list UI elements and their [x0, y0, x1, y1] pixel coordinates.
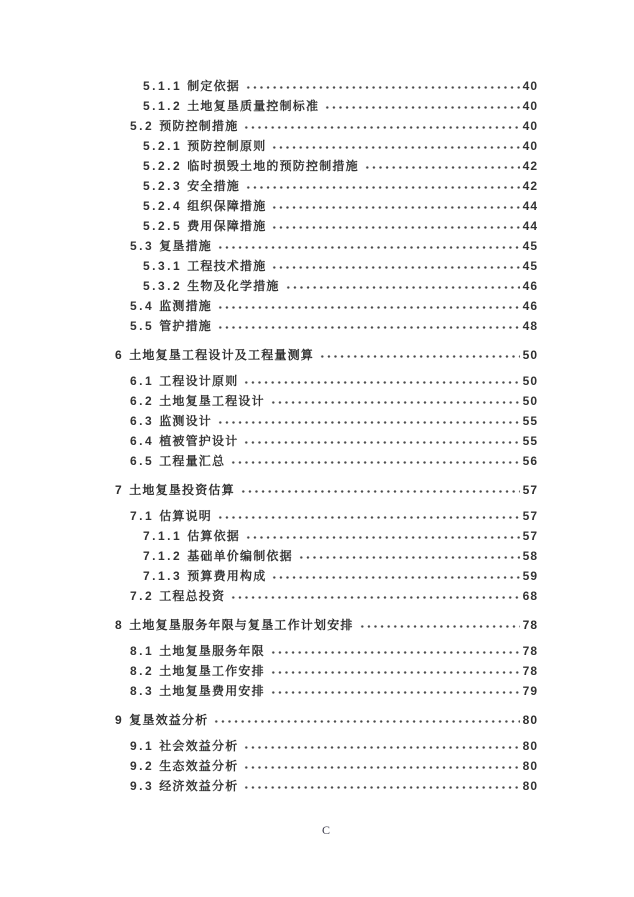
- toc-entry-page: 55: [522, 434, 538, 448]
- toc-entry: [115, 391, 537, 411]
- toc-entry-title: 土地复垦服务年限: [159, 644, 265, 658]
- dot-leader: [217, 513, 520, 520]
- toc-entry-title: 监测措施: [159, 299, 212, 313]
- toc-entry-page: 40: [522, 119, 538, 133]
- toc-entry-title: 土地复垦服务年限与复垦工作计划安排: [129, 618, 354, 632]
- toc-entry: [115, 345, 537, 365]
- toc-entry-page: 55: [522, 414, 538, 428]
- toc-entry-number: 5.2.1: [143, 139, 183, 153]
- toc-entry-title: 费用保障措施: [187, 219, 267, 233]
- toc-entry-title: 复垦措施: [159, 239, 212, 253]
- toc-entry-title: 制定依据: [187, 79, 241, 93]
- toc-entry-number: 5.3: [130, 239, 155, 253]
- toc-entry-page: 78: [522, 618, 538, 632]
- toc-entry-title: 预防控制原则: [187, 139, 267, 153]
- dot-leader: [240, 487, 520, 494]
- toc-entry: [115, 526, 537, 546]
- toc-entry: [115, 641, 537, 661]
- toc-entry-number: 6: [115, 348, 125, 362]
- toc-entry: [115, 736, 537, 756]
- toc-entry-page: 46: [522, 279, 538, 293]
- toc-entry: [115, 116, 537, 136]
- dot-leader: [271, 143, 519, 150]
- toc-entry-title: 工程量汇总: [159, 454, 226, 468]
- toc-entry: [115, 566, 537, 586]
- page-footer: [115, 822, 537, 838]
- dot-leader: [298, 553, 520, 560]
- toc-entry-title: 估算依据: [187, 529, 241, 543]
- toc-entry-title: 生态效益分析: [159, 759, 239, 773]
- toc-entry-title: 土地复垦工程设计: [159, 394, 265, 408]
- toc-entry: [115, 316, 537, 336]
- dot-leader: [271, 263, 519, 270]
- toc-entry-title: 基础单价编制依据: [187, 549, 293, 563]
- toc-entry-number: 5.2.4: [143, 199, 183, 213]
- toc-entry: [115, 681, 537, 701]
- dot-leader: [245, 533, 520, 540]
- toc-entry: [115, 196, 537, 216]
- toc-entry: [115, 451, 537, 471]
- dot-leader: [217, 323, 520, 330]
- toc-entry-title: 复垦效益分析: [129, 713, 209, 727]
- toc-entry-page: 50: [522, 394, 538, 408]
- toc-entry-page: 46: [522, 299, 538, 313]
- dot-leader: [285, 283, 520, 290]
- toc-entry-title: 土地复垦工作安排: [159, 664, 265, 678]
- toc-entry-number: 9.2: [130, 759, 155, 773]
- toc-entry: [115, 371, 537, 391]
- dot-leader: [243, 783, 519, 790]
- toc-entry: [115, 615, 537, 635]
- toc-entry: [115, 156, 537, 176]
- toc-entry-page: 40: [522, 139, 538, 153]
- toc-entry-title: 预防控制措施: [159, 119, 239, 133]
- page-number: C: [321, 823, 330, 837]
- toc-entry-title: 工程技术措施: [187, 259, 267, 273]
- dot-leader: [243, 438, 519, 445]
- toc-entry-page: 80: [522, 759, 538, 773]
- toc-entry: [115, 411, 537, 431]
- toc-entry: [115, 756, 537, 776]
- toc-entry-page: 44: [522, 199, 538, 213]
- toc-entry-number: 6.5: [130, 454, 155, 468]
- dot-leader: [245, 183, 520, 190]
- toc-entry-number: 6.2: [130, 394, 155, 408]
- toc-entry-page: 80: [522, 739, 538, 753]
- toc-entry-number: 7.1.3: [143, 569, 183, 583]
- toc-entry-number: 7.2: [130, 589, 155, 603]
- toc-entry-page: 59: [522, 569, 538, 583]
- toc-entry-page: 42: [522, 159, 538, 173]
- dot-leader: [243, 763, 519, 770]
- toc-entry-page: 56: [522, 454, 538, 468]
- toc-entry-title: 生物及化学措施: [187, 279, 280, 293]
- toc-entry-number: 7.1: [130, 509, 155, 523]
- toc-entry-page: 79: [522, 684, 538, 698]
- dot-leader: [230, 458, 519, 465]
- toc-entry-page: 44: [522, 219, 538, 233]
- toc-entry-number: 6.3: [130, 414, 155, 428]
- toc-entry-page: 40: [522, 99, 538, 113]
- toc-entry-title: 临时损毁土地的预防控制措施: [187, 159, 359, 173]
- toc-entry-title: 监测设计: [159, 414, 212, 428]
- toc-entry-title: 土地复垦投资估算: [129, 483, 235, 497]
- toc-entry-page: 58: [522, 549, 538, 563]
- dot-leader: [243, 123, 519, 130]
- dot-leader: [217, 303, 520, 310]
- toc-entry: [115, 776, 537, 796]
- toc-entry: [115, 710, 537, 730]
- dot-leader: [217, 243, 520, 250]
- dot-leader: [271, 573, 519, 580]
- toc-entry-page: 50: [522, 348, 538, 362]
- toc-entry-number: 6.4: [130, 434, 155, 448]
- toc-entry-number: 9.3: [130, 779, 155, 793]
- dot-leader: [359, 622, 520, 629]
- toc-entry-title: 土地复垦工程设计及工程量测算: [129, 348, 314, 362]
- toc: [115, 76, 537, 796]
- toc-entry-title: 土地复垦费用安排: [159, 684, 265, 698]
- toc-entry-page: 45: [522, 259, 538, 273]
- dot-leader: [324, 103, 519, 110]
- toc-entry-number: 5.3.2: [143, 279, 183, 293]
- toc-entry-page: 48: [522, 319, 538, 333]
- toc-entry-number: 8.2: [130, 664, 155, 678]
- toc-entry-number: 5.2.5: [143, 219, 183, 233]
- toc-entry-page: 80: [522, 779, 538, 793]
- toc-entry-page: 45: [522, 239, 538, 253]
- dot-leader: [230, 593, 519, 600]
- toc-entry-title: 预算费用构成: [187, 569, 267, 583]
- toc-entry-number: 8.1: [130, 644, 155, 658]
- dot-leader: [270, 398, 520, 405]
- toc-entry-page: 78: [522, 644, 538, 658]
- dot-leader: [364, 163, 520, 170]
- toc-entry: [115, 276, 537, 296]
- toc-entry-number: 7: [115, 483, 125, 497]
- toc-entry-page: 57: [522, 483, 538, 497]
- toc-entry: [115, 256, 537, 276]
- dot-leader: [243, 378, 519, 385]
- toc-entry-page: 50: [522, 374, 538, 388]
- toc-entry-page: 42: [522, 179, 538, 193]
- toc-entry-title: 安全措施: [187, 179, 241, 193]
- toc-entry-page: 57: [522, 529, 538, 543]
- toc-entry-number: 8: [115, 618, 125, 632]
- toc-entry-title: 工程总投资: [159, 589, 226, 603]
- dot-leader: [270, 668, 520, 675]
- toc-entry-number: 5.3.1: [143, 259, 183, 273]
- toc-entry-title: 工程设计原则: [159, 374, 239, 388]
- dot-leader: [319, 352, 520, 359]
- toc-entry-number: 5.2.3: [143, 179, 183, 193]
- toc-entry-number: 5.1.2: [143, 99, 183, 113]
- dot-leader: [271, 203, 519, 210]
- toc-entry-page: 68: [522, 589, 538, 603]
- toc-entry: [115, 661, 537, 681]
- toc-entry-page: 80: [522, 713, 538, 727]
- toc-entry-number: 5.5: [130, 319, 155, 333]
- toc-entry-number: 5.2: [130, 119, 155, 133]
- toc-entry-number: 5.2.2: [143, 159, 183, 173]
- toc-entry: [115, 96, 537, 116]
- toc-entry-title: 植被管护设计: [159, 434, 239, 448]
- toc-entry-title: 管护措施: [159, 319, 212, 333]
- toc-entry-number: 9.1: [130, 739, 155, 753]
- dot-leader: [271, 223, 519, 230]
- toc-entry-number: 8.3: [130, 684, 155, 698]
- toc-entry-title: 组织保障措施: [187, 199, 267, 213]
- toc-entry-title: 社会效益分析: [159, 739, 239, 753]
- toc-entry-number: 7.1.2: [143, 549, 183, 563]
- toc-entry-page: 40: [522, 79, 538, 93]
- toc-entry-title: 经济效益分析: [159, 779, 239, 793]
- toc-entry-page: 57: [522, 509, 538, 523]
- toc-entry: [115, 480, 537, 500]
- dot-leader: [270, 688, 520, 695]
- toc-entry: [115, 431, 537, 451]
- toc-entry-number: 5.1.1: [143, 79, 183, 93]
- dot-leader: [217, 418, 520, 425]
- toc-entry: [115, 236, 537, 256]
- toc-entry-number: 6.1: [130, 374, 155, 388]
- toc-entry-number: 9: [115, 713, 125, 727]
- toc-entry: [115, 586, 537, 606]
- toc-entry: [115, 136, 537, 156]
- dot-leader: [270, 648, 520, 655]
- toc-entry-page: 78: [522, 664, 538, 678]
- toc-entry-number: 5.4: [130, 299, 155, 313]
- toc-entry: [115, 506, 537, 526]
- toc-entry: [115, 76, 537, 96]
- dot-leader: [213, 717, 519, 724]
- dot-leader: [245, 83, 520, 90]
- toc-entry: [115, 546, 537, 566]
- toc-entry-title: 土地复垦质量控制标准: [187, 99, 320, 113]
- toc-entry-number: 7.1.1: [143, 529, 183, 543]
- dot-leader: [243, 743, 519, 750]
- toc-entry: [115, 176, 537, 196]
- toc-entry: [115, 216, 537, 236]
- toc-entry: [115, 296, 537, 316]
- toc-entry-title: 估算说明: [159, 509, 212, 523]
